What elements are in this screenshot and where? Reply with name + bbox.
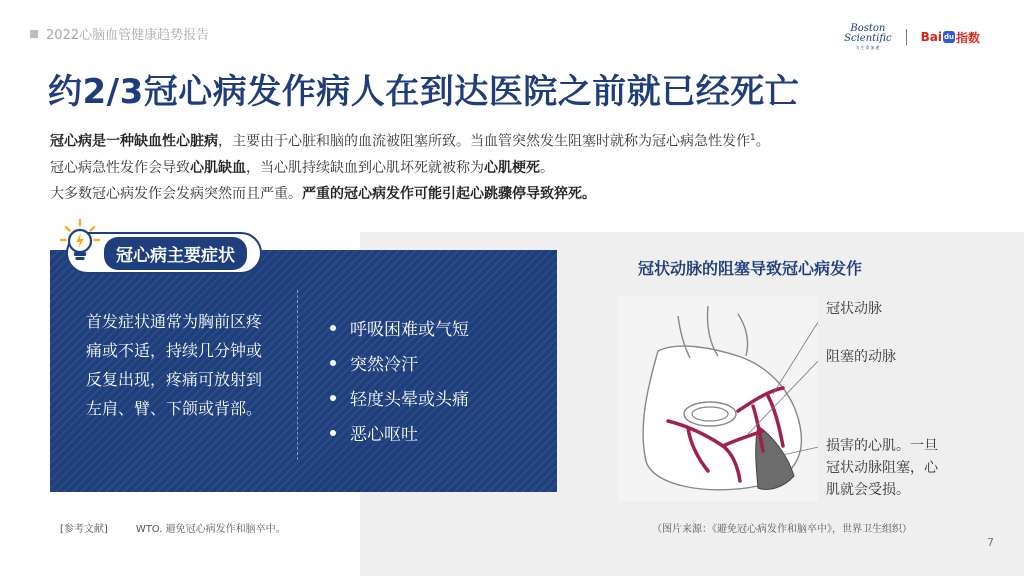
bullet-icon bbox=[330, 325, 336, 331]
baidu-bai: Bai bbox=[920, 30, 942, 44]
list-item bbox=[330, 415, 469, 450]
baidu-paw-icon: du bbox=[943, 33, 954, 41]
label-coronary-artery: 冠状动脉 bbox=[826, 301, 882, 317]
intro-line-2-part-2: ，当心肌持续缺血到心肌坏死就被称为 bbox=[246, 159, 484, 176]
footnote-marker: 1 bbox=[750, 133, 756, 143]
intro-line-1-part-3: 。 bbox=[755, 133, 770, 150]
image-source: （图片来源：《避免冠心病发作和脑卒中》，世界卫生组织） bbox=[652, 524, 912, 535]
intro-line-1-part-1: ，主要由于心脏和脑的血流被阻塞所致。当血管突然发生阻塞时就称为冠心病急性发作 bbox=[218, 133, 750, 150]
figure-title: 冠状动脉的阻塞导致冠心病发作 bbox=[638, 259, 863, 278]
label-damaged-muscle: 损害的心肌。一旦冠状动脉阻塞，心肌就会受损。 bbox=[826, 438, 938, 498]
symptom-item-2: 突然冷汗 bbox=[350, 355, 418, 375]
page-number: 7 bbox=[987, 536, 994, 549]
symptom-item-3: 轻度头晕或头痛 bbox=[350, 390, 469, 410]
symptom-description: 首发症状通常为胸前区疼痛或不适，持续几分钟或反复出现，疼痛可放射到左肩、臂、下颌或背部。 bbox=[86, 312, 263, 418]
logo-divider bbox=[906, 29, 907, 45]
boston-line2: Scientific bbox=[844, 33, 892, 44]
report-title: 2022心脑血管健康趋势报告 bbox=[46, 28, 210, 43]
intro-line-2-part-3: 心肌梗死 bbox=[484, 159, 540, 176]
intro-text bbox=[50, 125, 770, 207]
bullet-icon bbox=[330, 360, 336, 366]
baidu-zhishu: 指数 bbox=[955, 30, 980, 45]
list-item bbox=[330, 345, 469, 380]
intro-line-1-part-0: 冠心病是一种缺血性心脏病 bbox=[50, 133, 218, 150]
intro-line-2-part-1: 心肌缺血 bbox=[190, 159, 246, 176]
reference bbox=[60, 520, 286, 535]
intro-line-3 bbox=[50, 181, 770, 207]
boston-line1: Boston bbox=[850, 23, 886, 34]
list-item bbox=[330, 380, 469, 415]
logo-bar bbox=[844, 24, 980, 50]
baidu-index-logo bbox=[921, 29, 980, 46]
boston-scientific-logo bbox=[844, 24, 892, 50]
boston-cn: 为生命加速 bbox=[855, 45, 881, 50]
intro-line-2 bbox=[50, 155, 770, 181]
intro-line-3-part-1: 严重的冠心病发作可能引起心跳骤停导致猝死。 bbox=[302, 185, 596, 202]
report-header bbox=[30, 24, 209, 43]
bullet-icon bbox=[330, 395, 336, 401]
heart-illustration bbox=[618, 296, 818, 501]
reference-text: WTO. 避免冠心病发作和脑卒中。 bbox=[135, 524, 286, 535]
reference-tag: [参考文献] bbox=[60, 524, 108, 535]
page-title: 约2/3冠心病发作病人在到达医院之前就已经死亡 bbox=[48, 72, 800, 112]
intro-line-2-part-4: 。 bbox=[540, 159, 554, 176]
lightbulb-icon bbox=[60, 218, 100, 266]
symptoms-badge-label: 冠心病主要症状 bbox=[104, 237, 247, 270]
label-blocked-artery: 阻塞的动脉 bbox=[826, 349, 896, 365]
intro-line-2-part-0: 冠心病急性发作会导致 bbox=[50, 159, 190, 176]
square-icon bbox=[30, 30, 38, 38]
symptom-list bbox=[330, 310, 469, 450]
intro-line-1 bbox=[50, 125, 770, 155]
intro-line-3-part-0: 大多数冠心病发作会发病突然而且严重。 bbox=[50, 185, 302, 202]
panel-divider bbox=[297, 290, 298, 460]
list-item bbox=[330, 310, 469, 345]
symptom-item-4: 恶心呕吐 bbox=[350, 425, 418, 445]
symptom-item-1: 呼吸困难或气短 bbox=[350, 320, 469, 340]
bullet-icon bbox=[330, 430, 336, 436]
